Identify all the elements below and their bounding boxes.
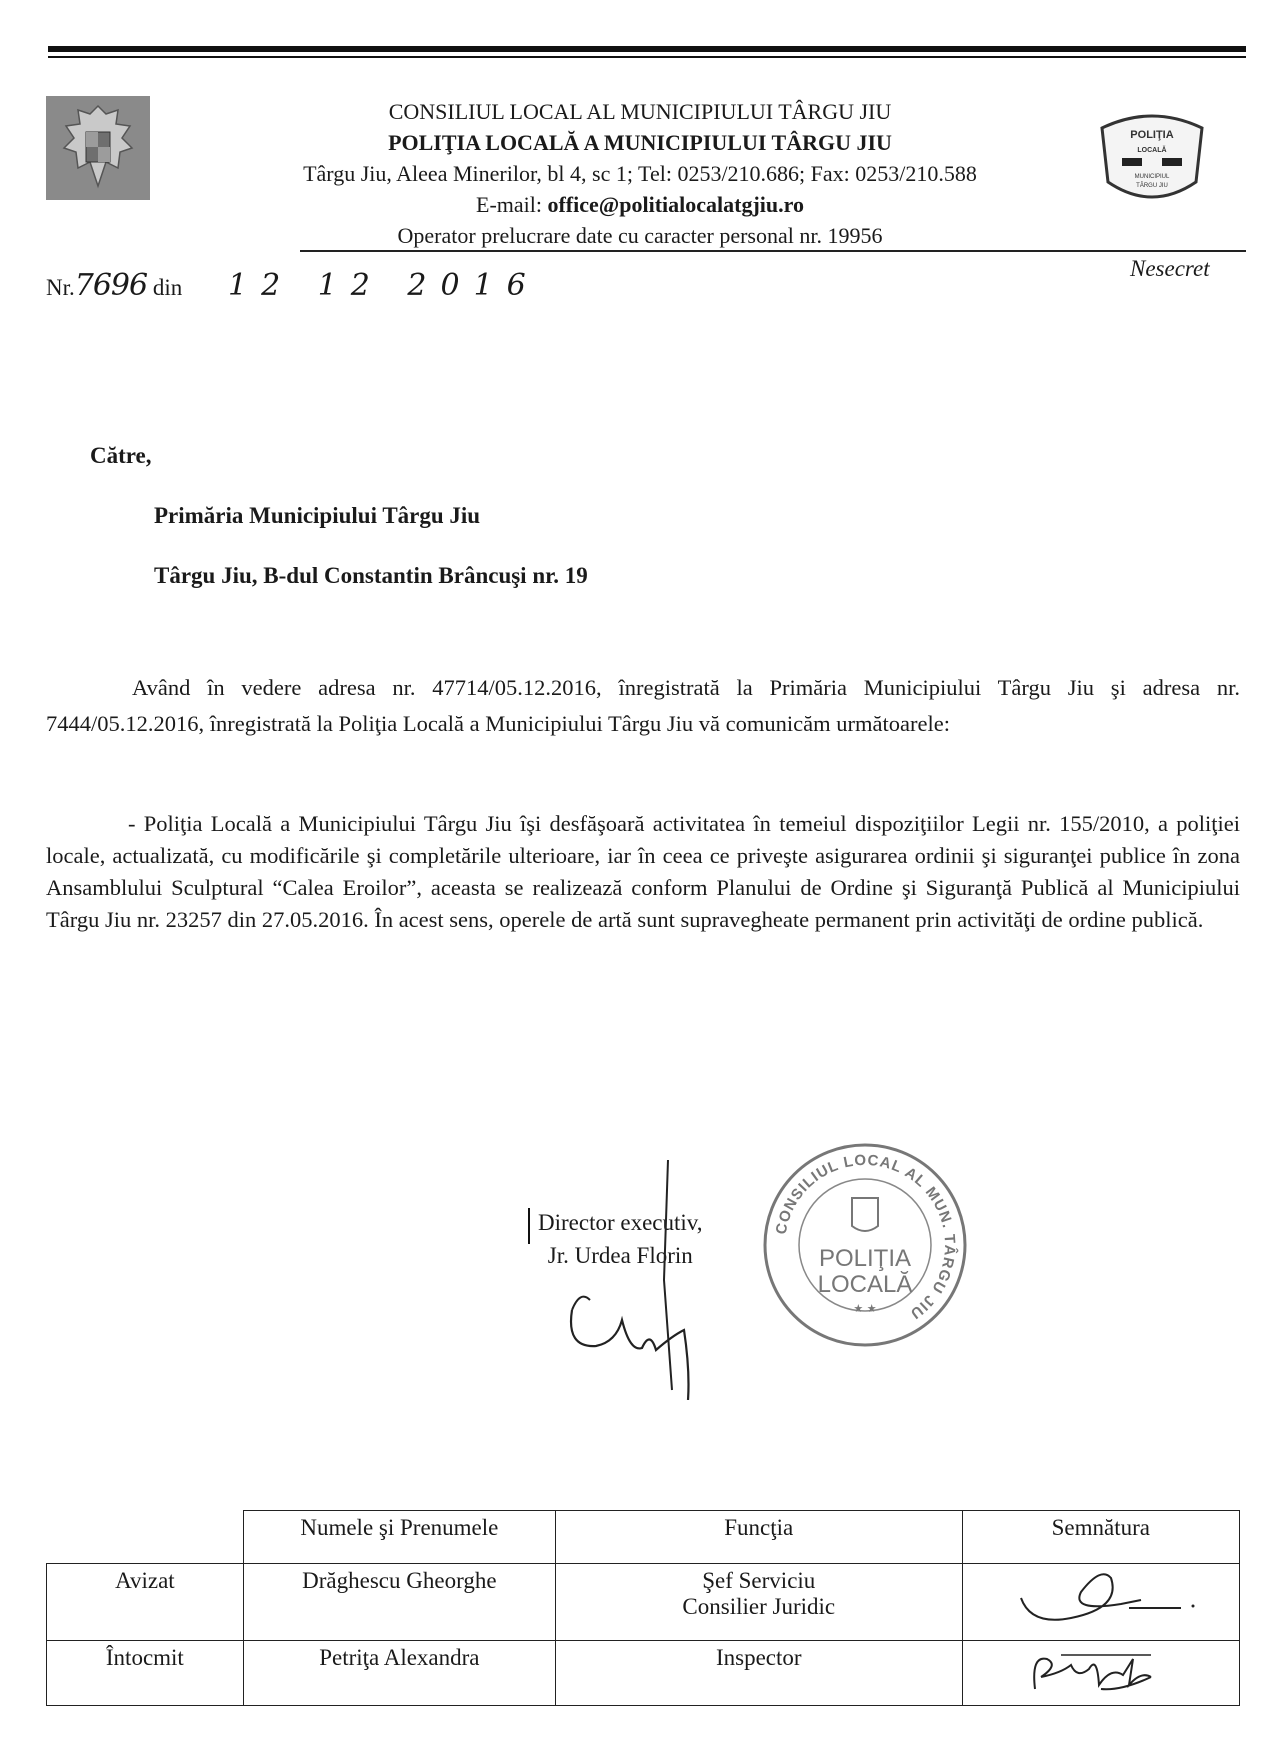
signatory-title: Director executiv, <box>538 1210 703 1235</box>
preparer-signature-icon <box>1001 1645 1201 1697</box>
table-header-row <box>47 1511 1240 1564</box>
header-rule-under <box>300 250 1246 252</box>
body-paragraph-1: Având în vedere adresa nr. 47714/05.12.2016, înregistrată la Primăria Municipiului Târgu Jiu şi adresa nr. 7444/05.12.2016, înregistrată la Poliţia Locală a Municipiului Târgu Jiu vă comunicăm următoarele: <box>46 675 1240 736</box>
registration-date: 12 12 2016 <box>228 268 540 303</box>
table-header-empty <box>47 1511 244 1564</box>
row-signature <box>962 1564 1239 1641</box>
stamp-word-1: POLIŢIA <box>818 1245 912 1272</box>
nr-label: Nr. <box>46 275 75 300</box>
badge-word-4: TÂRGU JIU <box>1136 183 1168 189</box>
email-label: E-mail: <box>476 192 548 217</box>
signatory-name: Jr. Urdea Florin <box>547 1243 693 1268</box>
row-role: Avizat <box>47 1564 244 1641</box>
coat-of-arms-icon <box>46 96 150 200</box>
table-row <box>47 1564 1240 1641</box>
badge-word-2: LOCALĂ <box>1137 147 1167 154</box>
recipient-address: Târgu Jiu, B-dul Constantin Brâncuşi nr. 19 <box>154 563 588 588</box>
stamp-stars: ★ ★ <box>853 1302 877 1315</box>
row-name: Drăghescu Gheorghe <box>243 1564 555 1641</box>
letterhead <box>150 96 1130 251</box>
stamp-ring-text: CONSILIUL LOCAL AL MUN. TÂRGU JIU <box>772 1151 959 1323</box>
recipient-name: Primăria Municipiului Târgu Jiu <box>154 503 481 528</box>
address-contact: Târgu Jiu, Aleea Minerilor, bl 4, sc 1; Tel: 0253/210.686; Fax: 0253/210.588 <box>303 161 977 186</box>
row-function <box>555 1564 962 1641</box>
row-function-line-2: Consilier Juridic <box>682 1594 836 1619</box>
badge-word-3: MUNICIPIUL <box>1134 174 1170 180</box>
row-name: Petriţa Alexandra <box>243 1641 555 1706</box>
row-function <box>555 1641 962 1706</box>
badge-word-1: POLIŢIA <box>1130 129 1174 141</box>
email-line <box>150 189 1130 220</box>
email-link[interactable]: office@politialocalatgjiu.ro <box>547 192 804 217</box>
header-rule-thin <box>48 56 1246 58</box>
approver-signature-icon <box>1001 1568 1201 1628</box>
body-paragraph-2: - Poliţia Locală a Municipiului Târgu Jiu îşi desfăşoară activitatea în temeiul dispoziţiilor Legii nr. 155/2010, a poliţiei locale, actualizată, cu modificările şi completările ulterioare, iar în ceea ce priveşte asigurarea ordinii şi siguranţei publice în zona Ansamblului Sculptural “Calea Eroilor”, aceasta se realizează conform Planului de Ordine şi Siguranţă Publică al Municipiului Târgu Jiu nr. 23257 din 27.05.2016. În acest sens, operele de artă sunt supravegheate permanent prin activităţi de ordine publică. <box>46 811 1240 932</box>
header-rule-thick <box>48 46 1246 52</box>
row-role: Întocmit <box>47 1641 244 1706</box>
approval-table <box>46 1510 1240 1706</box>
council-name: CONSILIUL LOCAL AL MUNICIPIULUI TÂRGU JIU <box>388 99 892 124</box>
table-header-signature: Semnătura <box>962 1511 1239 1564</box>
table-row <box>47 1641 1240 1706</box>
director-signature-icon <box>560 1160 720 1400</box>
table-header-name: Numele şi Prenumele <box>243 1511 555 1564</box>
signatory-bracket <box>528 1208 530 1244</box>
registration-line <box>46 268 540 303</box>
row-function-line-1: Şef Serviciu <box>702 1568 816 1593</box>
stamp-word-2: LOCALĂ <box>817 1271 913 1298</box>
classification-label: Nesecret <box>1130 256 1210 281</box>
row-signature <box>962 1641 1239 1706</box>
official-stamp-icon <box>760 1140 970 1350</box>
data-operator-line: Operator prelucrare date cu caracter personal nr. 19956 <box>397 223 883 248</box>
police-badge-icon <box>1092 110 1212 210</box>
registration-number: 7696 <box>74 268 148 303</box>
institution-name: POLIŢIA LOCALĂ A MUNICIPIULUI TÂRGU JIU <box>388 130 892 155</box>
row-function-line-1: Inspector <box>715 1645 802 1670</box>
din-label: din <box>152 275 183 300</box>
table-header-function: Funcţia <box>555 1511 962 1564</box>
salutation: Către, <box>90 443 152 468</box>
